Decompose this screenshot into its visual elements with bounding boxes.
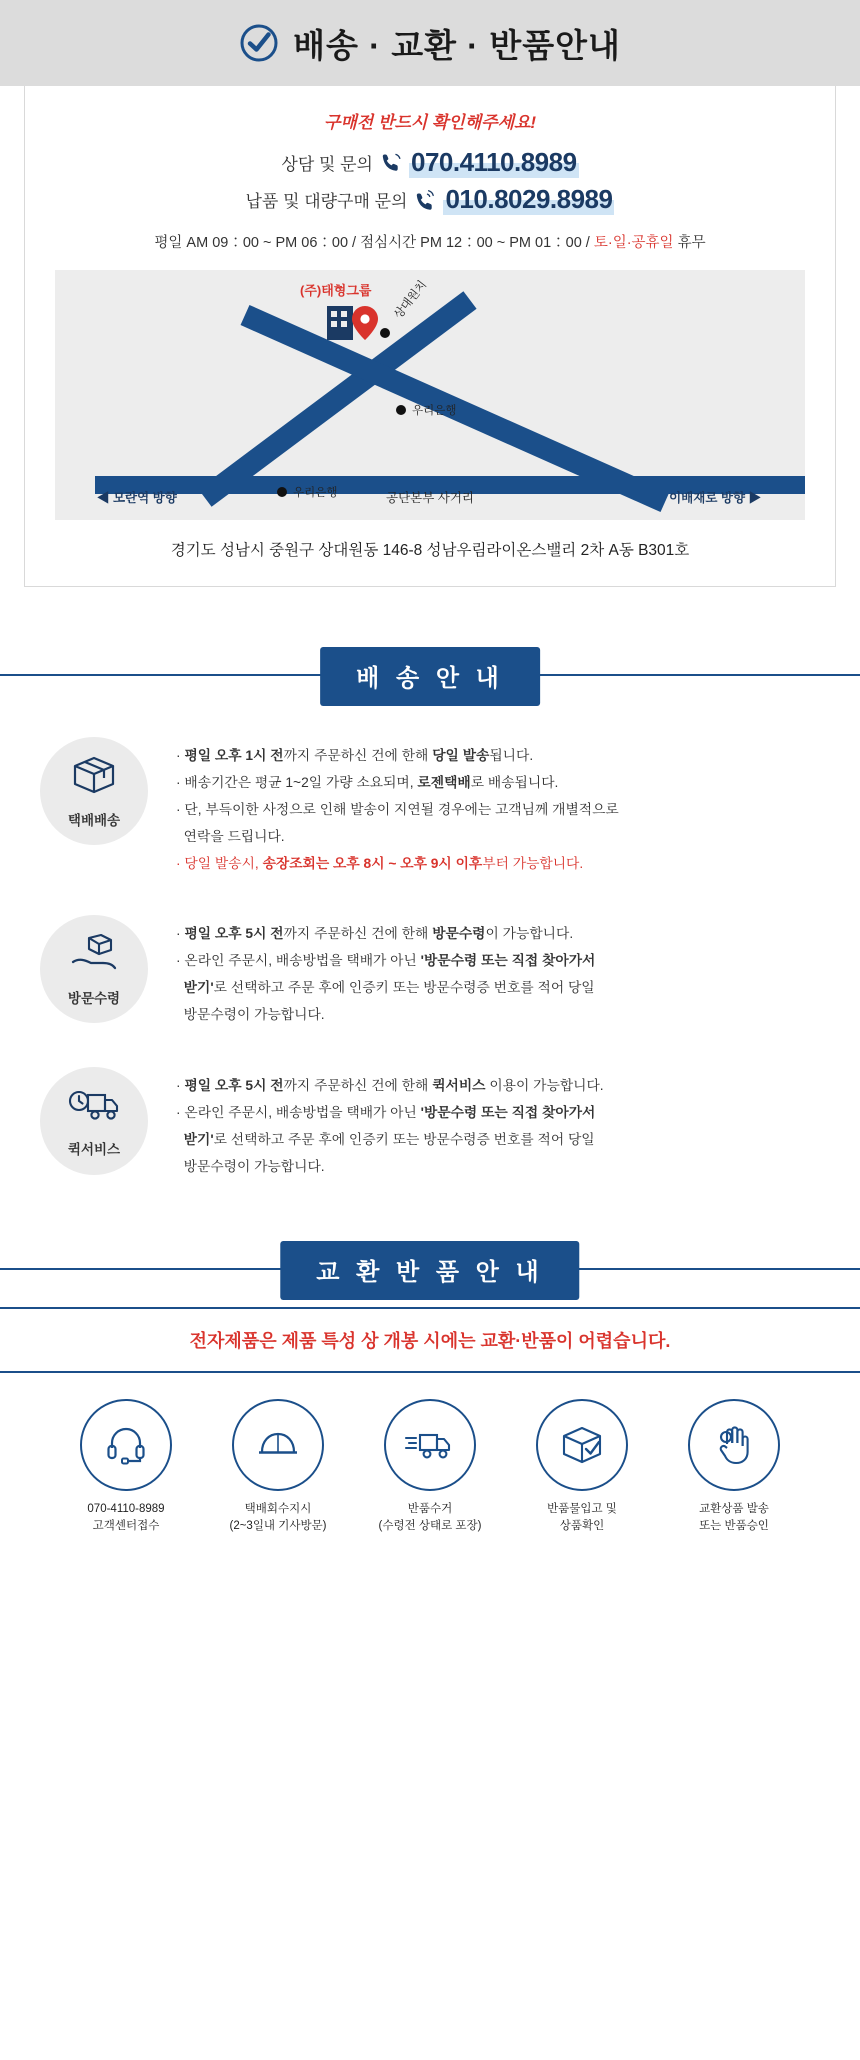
step-return-pickup [366,1399,494,1537]
parcel-line-1: · 평일 오후 1시 전까지 주문하신 건에 한해 당일 발송됩니다. [176,748,534,763]
step-line2: 상품확인 [559,1520,605,1533]
consult-phone-number[interactable]: 070.4110.8989 [410,147,577,177]
holiday-text: 토·일·공휴일 [593,235,674,251]
quick-caption: 퀵서비스 [67,1141,121,1157]
pickup-line-3: 받기'로 선택하고 주문 후에 인증키 또는 방문수령증 번호를 적어 당일 [183,980,595,996]
parcel-caption: 택배배송 [67,812,121,828]
check-circle-icon [239,23,279,63]
step-label-5 [670,1501,798,1537]
parcel-circle [40,737,148,845]
delivery-block-parcel [40,737,820,877]
box-icon [71,754,117,801]
step-line1: 택배회수지시 [244,1502,312,1515]
helmet-icon [232,1399,324,1491]
page-header [0,0,860,86]
quick-truck-icon [68,1085,120,1130]
parcel-line-2: · 배송기간은 평균 1~2일 가량 소요되며, 로젠택배로 배송됩니다. [176,774,559,790]
pickup-text [176,915,595,1029]
phone-ringing-icon [413,188,437,212]
map-pin-label-2: 우리은행 [293,487,338,499]
location-map[interactable] [55,270,805,520]
step-label-4 [518,1501,646,1537]
business-hours [25,231,835,252]
step-customer-center [62,1399,190,1537]
store-address: 경기도 성남시 중원구 상대원동 146-8 성남우림라이온스밸리 2차 A동 B301호 [170,542,690,559]
hours-prefix: 평일 AM 09：00 ~ PM 06：00 / 점심시간 PM 12：00 ~ PM 01：00 / [154,235,594,251]
purchase-notice: 구매전 반드시 확인해주세요! [323,113,537,132]
page-title: 배송 · 교환 · 반품안내 [293,26,621,64]
step-label-1 [62,1501,190,1537]
step-reship-approval [670,1399,798,1537]
step-pickup-request [214,1399,342,1537]
pickup-line-4: 방문수령이 가능합니다. [176,1007,325,1023]
truck-icon [384,1399,476,1491]
quick-text [176,1067,604,1181]
step-line1: 반품수거 [407,1502,453,1515]
delivery-blocks [40,737,820,1181]
contact-row-bulk [25,184,835,215]
map-pin-label-1: 우리은행 [412,405,457,417]
parcel-text [176,737,619,877]
pickup-line-1: · 평일 오후 5시 전까지 주문하신 건에 한해 방문수령이 가능합니다. [176,926,574,942]
step-line1: 반품물입고 및 [547,1502,617,1515]
map-company-label: (주)태형그룹 [300,283,372,298]
exchange-section-title: 교 환 반 품 안 내 [280,1241,579,1300]
map-direction-right: 이배재로 방향 ▶ [669,491,761,505]
quick-line-2: · 온라인 주문시, 배송방법을 택배가 아닌 '방문수령 또는 직접 찾아가서 [176,1104,596,1120]
map-rotated-label: 상대원치 [392,278,430,322]
phone-icon [379,151,403,175]
map-direction-left: ◀ 모란역 방향 [97,491,177,505]
delivery-section-header [0,647,860,703]
quick-line-3: 받기'로 선택하고 주문 후에 인증키 또는 방문수령증 번호를 적어 당일 [183,1131,595,1147]
hours-suffix: 휴무 [673,235,706,251]
step-label-3 [366,1501,494,1537]
parcel-line-4: · 당일 발송시, 송장조회는 오후 8시 ~ 오후 9시 이후부터 가능합니다. [176,855,584,871]
contact-label: 상담 및 문의 [281,155,373,174]
headset-icon [80,1399,172,1491]
parcel-line-3: · 단, 부득이한 사정으로 인해 발송이 지연될 경우에는 고객님께 개별적으로 연락을 드립니다. [176,801,619,844]
step-inspection [518,1399,646,1537]
box-check-icon [536,1399,628,1491]
step-line2: 또는 반품승인 [699,1520,769,1533]
delivery-block-pickup [40,915,820,1029]
step-label-2 [214,1501,342,1537]
contact-row-consult [25,147,835,178]
map-direction-center: 공단본부 사거리 [386,491,474,505]
quick-line-4: 방문수령이 가능합니다. [176,1158,325,1174]
store-info-panel [24,86,836,587]
exchange-section-header [0,1241,860,1297]
pickup-circle [40,915,148,1023]
pickup-line-2: · 온라인 주문시, 배송방법을 택배가 아닌 '방문수령 또는 직접 찾아가서 [176,953,596,969]
contact-label: 납품 및 대량구매 문의 [245,192,408,211]
step-line2: 고객센터접수 [92,1520,160,1533]
pickup-caption: 방문수령 [67,990,121,1006]
step-line1: 070-4110-8989 [87,1502,165,1515]
return-process-steps [0,1399,860,1537]
exchange-notice: 전자제품은 제품 특성 상 개봉 시에는 교환·반품이 어렵습니다. [0,1307,860,1373]
step-line2: (수령전 상태로 포장) [378,1520,482,1533]
step-line1: 교환상품 발송 [699,1502,769,1515]
quick-line-1: · 평일 오후 5시 전까지 주문하신 건에 한해 퀵서비스 이용이 가능합니다. [176,1078,604,1094]
hand-package-icon [69,932,119,979]
delivery-block-quick [40,1067,820,1181]
quick-circle [40,1067,148,1175]
step-line2: (2~3일내 기사방문) [229,1520,327,1533]
ok-hand-icon [688,1399,780,1491]
delivery-section-title: 배 송 안 내 [320,647,540,706]
bulk-phone-number[interactable]: 010.8029.8989 [445,184,613,214]
